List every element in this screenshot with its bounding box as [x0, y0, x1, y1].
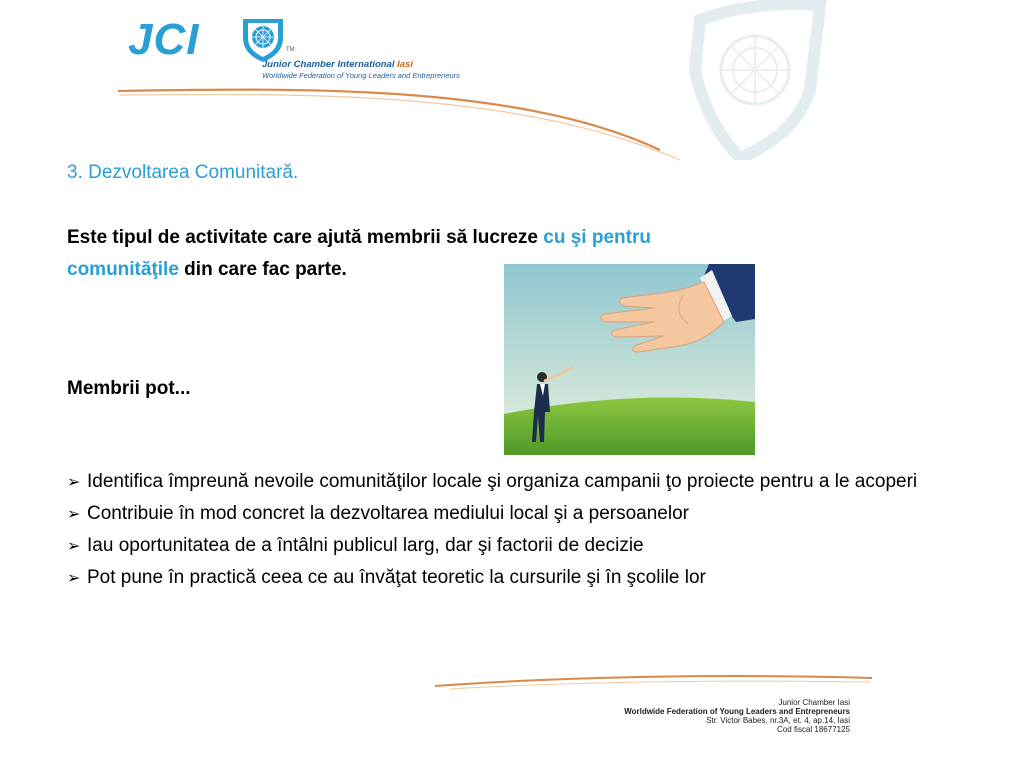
- intro-text-2: din care fac parte.: [178, 259, 347, 280]
- jci-logo: JCI: [128, 15, 200, 64]
- list-item: [67, 498, 967, 530]
- trademark-label: TM: [286, 47, 295, 53]
- list-item: [67, 530, 967, 562]
- arrow-bullet-icon: ➢: [67, 538, 81, 555]
- intro-highlight-1: cu şi pentru: [543, 227, 651, 248]
- helping-hand-illustration: [504, 264, 755, 455]
- benefits-list: [67, 466, 967, 594]
- org-city: Iasi: [397, 59, 413, 70]
- org-tagline: Worldwide Federation of Young Leaders and Entrepreneurs: [262, 71, 460, 80]
- list-item-text: Iau oportunitatea de a întâlni publicul larg, dar şi factorii de decizie: [87, 535, 644, 556]
- list-item: [67, 466, 967, 498]
- footer-line-2: Worldwide Federation of Young Leaders and Entrepreneurs: [624, 707, 850, 716]
- jci-shield-icon: [240, 16, 286, 64]
- arrow-bullet-icon: ➢: [67, 474, 81, 491]
- members-heading: Membrii pot...: [67, 378, 191, 399]
- intro-text-1: Este tipul de activitate care ajută membrii să lucreze: [67, 227, 544, 248]
- org-name: [262, 59, 413, 70]
- list-item: [67, 562, 967, 594]
- org-name-text: Junior Chamber International: [262, 59, 395, 70]
- footer-swoosh: [420, 668, 880, 690]
- intro-highlight-2: comunităţile: [67, 259, 179, 280]
- section-title: 3. Dezvoltarea Comunitară.: [67, 162, 299, 183]
- footer-line-3: Str. Victor Babes, nr.3A, et. 4, ap.14, Iasi: [706, 716, 850, 725]
- footer-address: [420, 698, 850, 734]
- footer-line-1: Junior Chamber Iasi: [778, 698, 850, 707]
- watermark-shield-icon: [680, 0, 830, 160]
- list-item-text: Identifica împreună nevoile comunităţilor locale şi organiza campanii ţo proiecte pentru a le acoperi: [87, 471, 918, 492]
- arrow-bullet-icon: ➢: [67, 506, 81, 523]
- footer-line-4: Cod fiscal 18677125: [777, 725, 850, 734]
- list-item-text: Pot pune în practică ceea ce au învăţat teoretic la cursurile şi în şcolile lor: [87, 567, 706, 588]
- list-item-text: Contribuie în mod concret la dezvoltarea mediului local şi a persoanelor: [87, 503, 689, 524]
- arrow-bullet-icon: ➢: [67, 570, 81, 587]
